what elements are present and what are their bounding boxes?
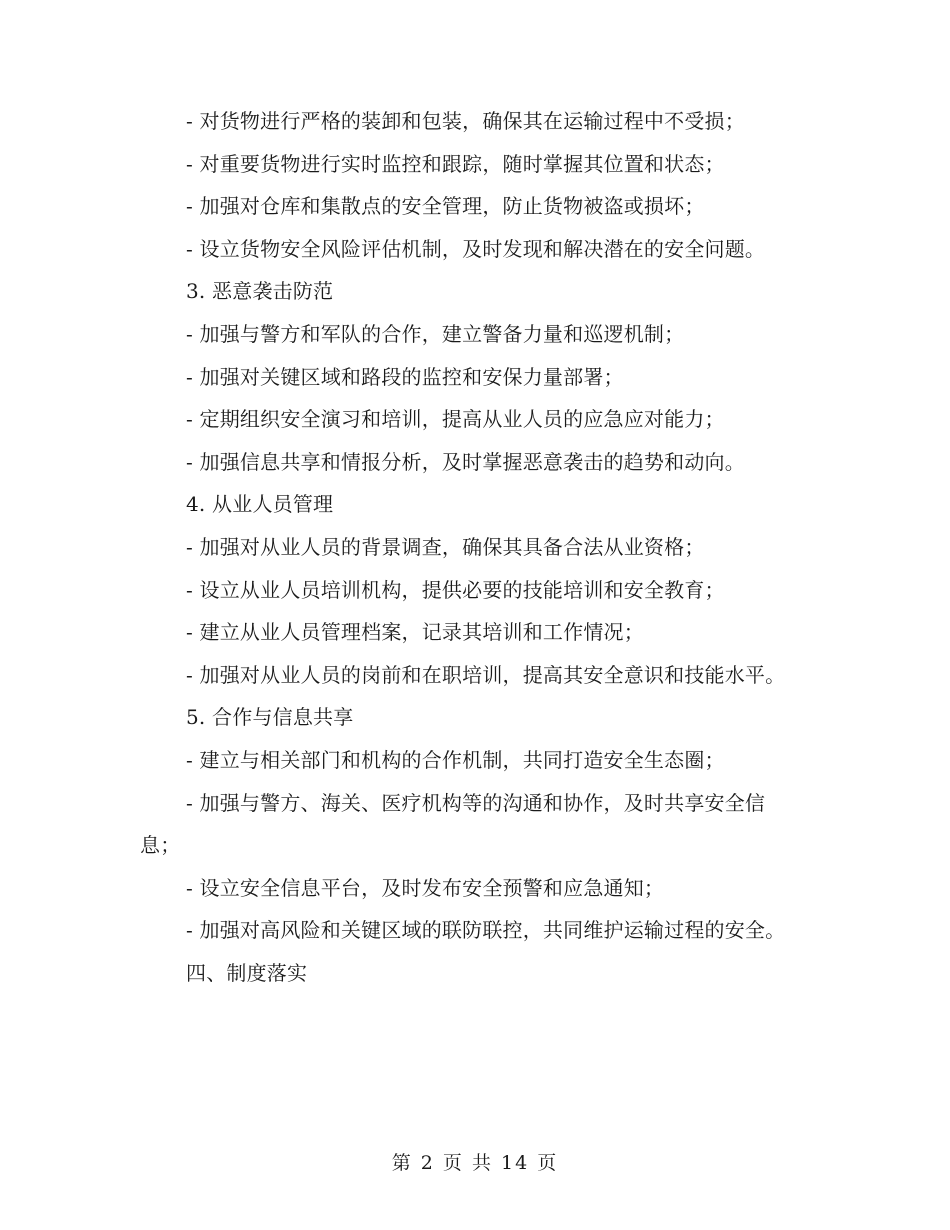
bullet-item: - 对重要货物进行实时监控和跟踪，随时掌握其位置和状态； bbox=[186, 151, 725, 176]
bullet-item: - 加强与警方和军队的合作，建立警备力量和巡逻机制； bbox=[186, 321, 685, 346]
bullet-item: - 设立安全信息平台，及时发布安全预警和应急通知； bbox=[186, 875, 665, 900]
bullet-item: - 加强对从业人员的岗前和在职培训，提高其安全意识和技能水平。 bbox=[186, 662, 786, 687]
bullet-item: - 加强对关键区域和路段的监控和安保力量部署； bbox=[186, 364, 624, 389]
bullet-item: - 定期组织安全演习和培训，提高从业人员的应急应对能力； bbox=[186, 407, 725, 432]
bullet-item: - 建立与相关部门和机构的合作机制，共同打造安全生态圈； bbox=[186, 747, 725, 772]
section-heading: 3. 恶意袭击防范 bbox=[186, 279, 334, 304]
bullet-item: - 加强对高风险和关键区域的联防联控，共同维护运输过程的安全。 bbox=[186, 918, 786, 943]
bullet-item: - 设立从业人员培训机构，提供必要的技能培训和安全教育； bbox=[186, 577, 725, 602]
chapter-heading: 四、制度落实 bbox=[186, 960, 308, 985]
bullet-item: - 对货物进行严格的装卸和包装，确保其在运输过程中不受损； bbox=[186, 109, 745, 133]
section-heading: 5. 合作与信息共享 bbox=[186, 705, 354, 730]
bullet-item: - 设立货物安全风险评估机制，及时发现和解决潜在的安全问题。 bbox=[186, 236, 766, 261]
bullet-item: - 加强对仓库和集散点的安全管理，防止货物被盗或损坏； bbox=[186, 194, 705, 219]
section-heading: 4. 从业人员管理 bbox=[186, 492, 334, 517]
bullet-item: - 加强对从业人员的背景调查，确保其具备合法从业资格； bbox=[186, 534, 705, 559]
page-body bbox=[140, 100, 800, 994]
bullet-item: - 加强与警方、海关、医疗机构等的沟通和协作，及时共享安全信息； bbox=[140, 790, 766, 858]
bullet-item: - 加强信息共享和情报分析，及时掌握恶意袭击的趋势和动向。 bbox=[186, 449, 745, 474]
page-number-footer: 第 2 页 共 14 页 bbox=[391, 1152, 559, 1174]
bullet-item: - 建立从业人员管理档案，记录其培训和工作情况； bbox=[186, 620, 644, 645]
